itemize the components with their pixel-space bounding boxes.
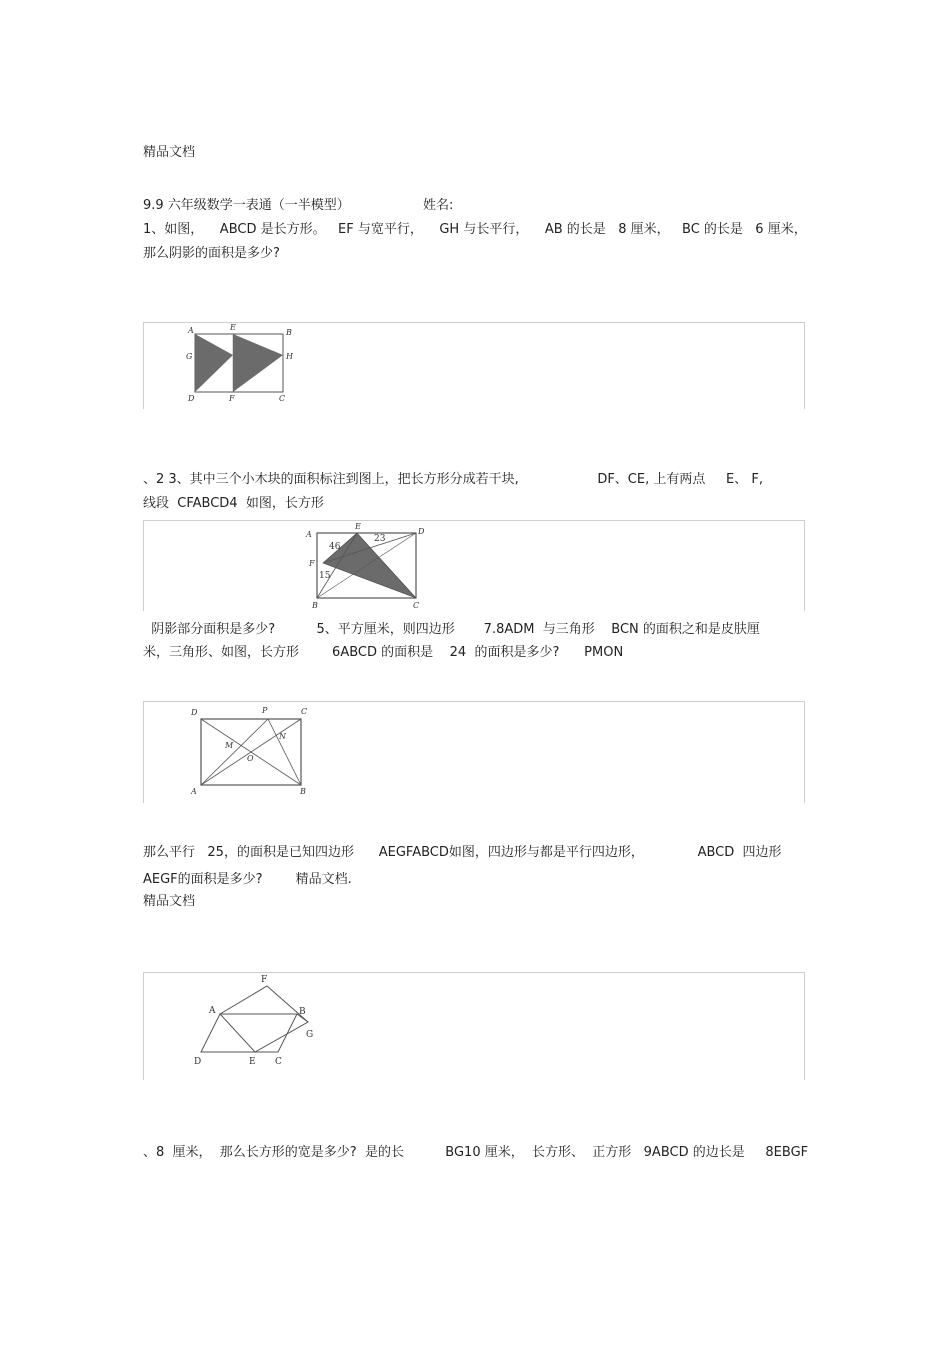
q1-label-h: H: [286, 352, 293, 361]
q4-watermark: 精品文档: [143, 894, 196, 909]
q2-area-23: 23: [374, 534, 386, 544]
q3-line2: 米，三角形、如图，长方形 6ABCD 的面积是 24 的面积是多少? PMON: [143, 645, 624, 660]
q4-line1: 那么平行 25，的面积是已知四边形 AEGFABCD如图，四边形与都是平行四边形， ABCD 四边形: [143, 845, 782, 860]
q1-label-e: E: [230, 323, 236, 332]
q2-label-c: C: [413, 601, 420, 610]
name-label: 姓名:: [423, 198, 454, 213]
q3-label-p: P: [262, 706, 268, 715]
q1-label-c: C: [279, 394, 286, 403]
q3-line1: 阴影部分面积是多少? 5、平方厘米，则四边形 7.8ADM 与三角形 BCN 的面积之和是皮肤厘: [143, 622, 760, 637]
q1-label-b: B: [286, 328, 292, 337]
q3-label-n: N: [279, 732, 286, 741]
q1-label-g: G: [186, 352, 193, 361]
q2-label-a: A: [306, 530, 312, 539]
q2-line2: 线段 CFABCD4 如图，长方形: [143, 496, 324, 511]
q1-figure: [180, 322, 310, 408]
q4-label-c: C: [275, 1057, 282, 1067]
q3-label-m: M: [225, 741, 234, 750]
q2-line1: 、2 3、其中三个小木块的面积标注到图上，把长方形分成若干块, DF、CE, 上有两点 E、 F,: [143, 472, 763, 487]
q4-label-b: B: [299, 1007, 306, 1017]
watermark-top: 精品文档: [143, 145, 196, 160]
q1-label-a: A: [188, 326, 194, 335]
q1-line2: 那么阴影的面积是多少?: [143, 246, 280, 261]
q2-label-e: E: [355, 522, 361, 531]
q2-area-46: 46: [329, 542, 341, 552]
q4-line2: AEGF的面积是多少? 精品文档.: [143, 872, 352, 887]
q1-label-d: D: [188, 394, 195, 403]
q3-label-a: A: [191, 787, 197, 796]
q3-label-d: D: [191, 708, 198, 717]
q2-area-15: 15: [319, 571, 331, 581]
q4-figure: [180, 972, 330, 1079]
q2-figure: [300, 520, 430, 610]
q4-label-a: A: [209, 1006, 216, 1016]
q5-line1: 、8 厘米， 那么长方形的宽是多少? 是的长 BG10 厘米， 长方形、 正方形 9ABCD 的边长是 8EBGF: [143, 1145, 809, 1160]
q3-label-o: O: [247, 754, 254, 763]
worksheet-title: 9.9 六年级数学一表通（一半模型）: [143, 198, 350, 213]
q4-label-f: F: [261, 975, 268, 985]
q3-label-b: B: [300, 787, 306, 796]
q4-label-d: D: [194, 1057, 202, 1067]
q4-label-e: E: [249, 1057, 256, 1067]
q1-line1: 1、如图， ABCD 是长方形。 EF 与宽平行， GH 与长平行， AB 的长是 8 厘米， BC 的长是 6 厘米，: [143, 222, 807, 237]
q4-label-g: G: [306, 1030, 314, 1040]
q3-figure: [180, 701, 320, 802]
q1-label-f: F: [229, 394, 235, 403]
q2-label-f: F: [309, 559, 315, 568]
q2-label-b: B: [312, 601, 318, 610]
q2-figure-frame: [143, 520, 805, 611]
q3-label-c: C: [301, 707, 308, 716]
q2-label-d: D: [418, 527, 425, 536]
